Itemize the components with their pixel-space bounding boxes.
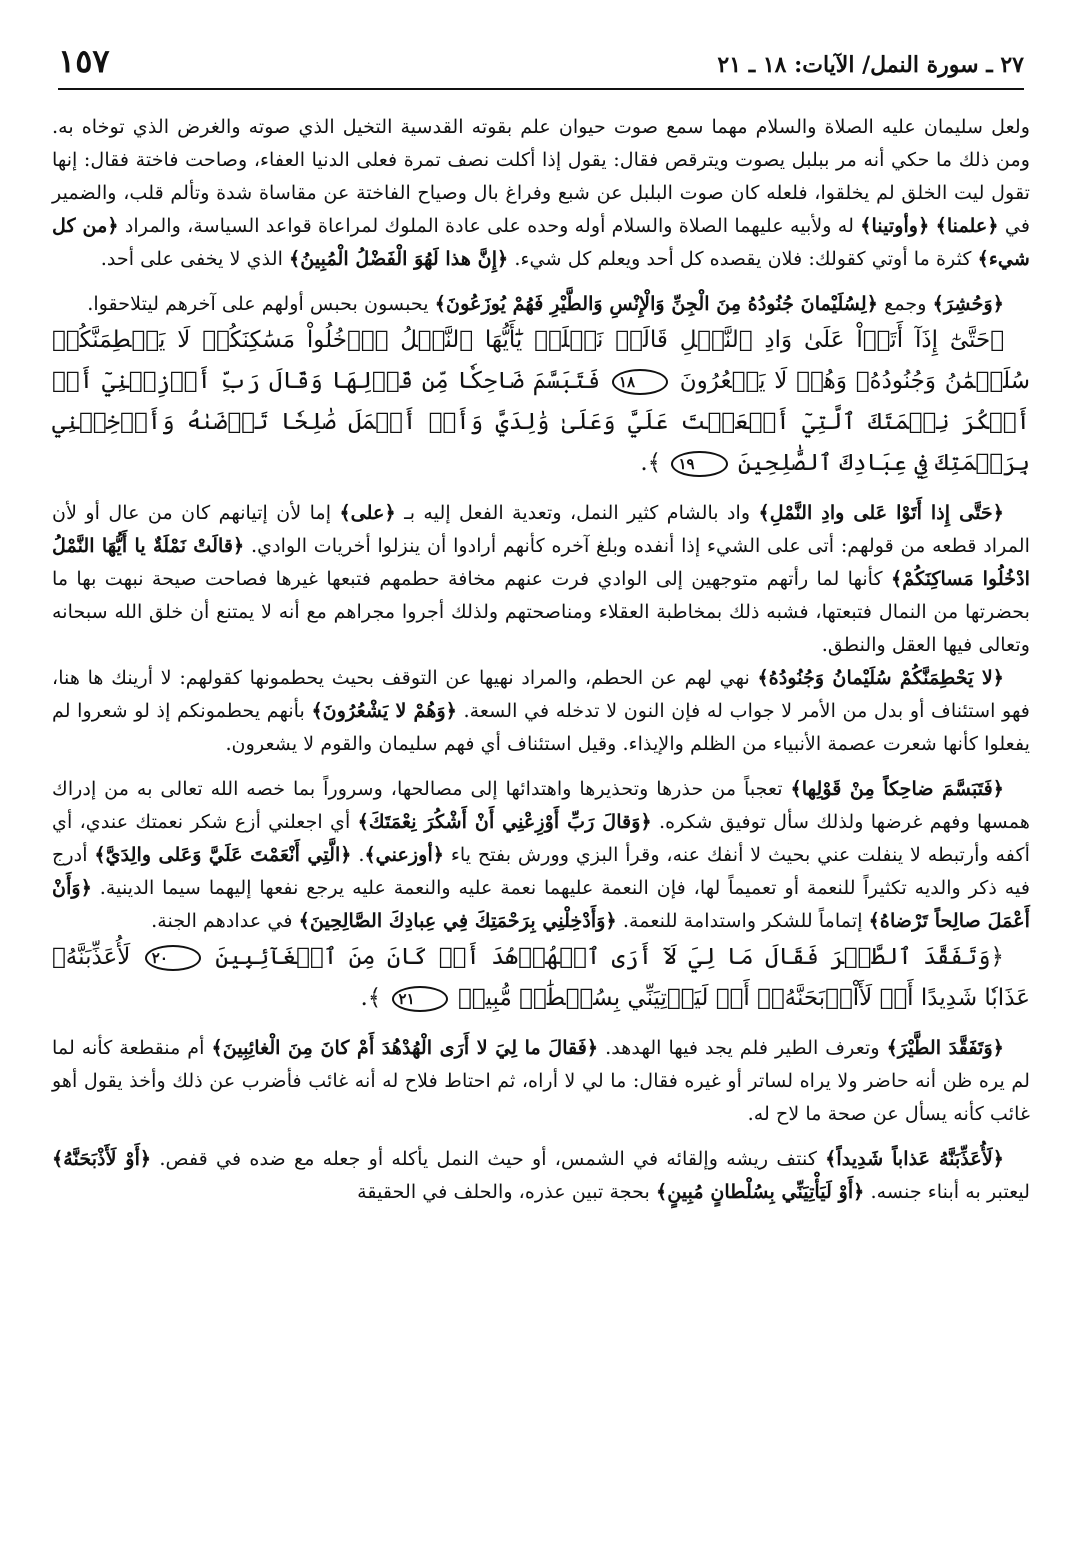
quran-quote: ﴿فَتَبَسَّمَ ضاحِكاً مِنْ قَوْلِها﴾ bbox=[790, 777, 1004, 800]
quran-quote: ﴿أَوْ لَأَذْبَحَنَّهُ﴾ bbox=[52, 1147, 152, 1170]
paragraph-6: ﴿وَتَفَقَّدَ الطَّيْرَ﴾ وتعرف الطير فلم يجد فيها الهدهد. ﴿فَقالَ ما لِيَ لا أَرَى الْهُدْهُدَ أَمْ كانَ مِنَ الْغائِبِينَ﴾ أم منقطعة كأنه لما لم يره ظن أنه حاضر ولا يراه لساتر أو غيره فقال: ما لي لا أراه، ثم احتاط فلاح له أنه غائب فأضرب عن ذلك وأخذ يقول أهو غائب كأنه يسأل عن صحة ما لاح له. bbox=[52, 1036, 1030, 1125]
quran-quote: ﴿أَوْ لَيَأْتِيَنِّي بِسُلْطانٍ مُبِينٍ﴾ bbox=[655, 1180, 865, 1203]
quran-quote: ﴿فَقالَ ما لِيَ لا أَرَى الْهُدْهُدَ أَمْ كانَ مِنَ الْغائِبِينَ﴾ bbox=[211, 1036, 599, 1059]
quran-quote: ﴿على﴾ bbox=[339, 501, 396, 524]
ayah-number-21: ٢١ bbox=[392, 986, 448, 1012]
quran-quote: ﴿وَتَفَقَّدَ الطَّيْرَ﴾ bbox=[886, 1036, 1004, 1059]
quran-quote: ﴿وَحُشِرَ﴾ bbox=[932, 292, 1004, 315]
quran-quote: ﴿من كل شيء﴾ bbox=[52, 214, 1030, 270]
quran-quote: ﴿حَتَّى إِذا أَتَوْا عَلى وادِ النَّمْلِ﴾ bbox=[758, 501, 1004, 524]
page-number: ١٥٧ bbox=[58, 42, 110, 80]
quran-quote: ﴿إِنَّ هذا لَهُوَ الْفَضْلُ الْمُبِينُ﴾ bbox=[289, 247, 509, 270]
paragraph-3: ﴿حَتَّى إِذا أَتَوْا عَلى وادِ النَّمْلِ﴾ واد بالشام كثير النمل، وتعدية الفعل إليه بـ ﴿على﴾ إما لأن إتيانهم كان من عال أو لأن المراد قطعه من قولهم: أتى على الشيء إذا أنفده وبلغ آخره كأنهم أرادوا أن ينزلوا أخريات الوادي. ﴿قالَتْ نَمْلَةٌ يا أَيُّهَا النَّمْلُ ادْخُلُوا مَساكِنَكُمْ﴾ كأنها لما رأتهم متوجهين إلى الوادي فرت عنهم مخافة حطمهم فتبعها غيرها فصاحت صيحة نبهت بها ما بحضرتها من النمال فتبعتها، فشبه ذلك بمخاطبة العقلاء ومناصحتهم ولذلك أجروا مجراهم مع أنه لا يمتنع أن خلق الله سبحانه وتعالى فيها العقل والنطق. bbox=[52, 501, 1030, 656]
paragraph-7: ﴿لَأُعَذِّبَنَّهُ عَذاباً شَدِيداً﴾ كنتف ريشه وإلقائه في الشمس، أو حيث النمل يأكله أو جعله مع ضده في قفص. ﴿أَوْ لَأَذْبَحَنَّهُ﴾ ليعتبر به أبناء جنسه. ﴿أَوْ لَيَأْتِيَنِّي بِسُلْطانٍ مُبِينٍ﴾ بحجة تبين عذره، والحلف في الحقيقة bbox=[52, 1147, 1030, 1203]
paragraph-4: ﴿لا يَحْطِمَنَّكُمْ سُلَيْمانُ وَجُنُودُهُ﴾ نهي لهم عن الحطم، والمراد نهيها عن التوقف بحيث يحطمونها كقولهم: لا أرينك ها هنا، فهو استئناف أو بدل من الأمر لا جواب له فإن النون لا تدخله في السعة. ﴿وَهُمْ لا يَشْعُرُونَ﴾ بأنهم يحطمونكم إذ لو شعروا لم يفعلوا كأنها شعرت عصمة الأنبياء من الظلم والإيذاء. وقيل استئناف أي فهم سليمان والقوم لا يشعرون. bbox=[52, 666, 1030, 755]
ayah-number-18: ١٨ bbox=[612, 369, 668, 395]
page-header bbox=[58, 38, 1024, 90]
ayah-number-20: ٢٠ bbox=[145, 945, 201, 971]
verse-block-20-21: ﴿وَتَفَقَّدَ ٱلطَّيۡرَ فَقَالَ مَا لِيَ لَآ أَرَى ٱلۡهُدۡهُدَ أَمۡ كَانَ مِنَ ٱلۡغَآئِبِينَ ٢٠ لَأُعَذِّبَنَّهُۥ عَذَابٗا شَدِيدًا أَوۡ لَأَاْذۡبَحَنَّهُۥٓ أَوۡ لَيَأۡتِيَنِّي بِسُلۡطَٰنٖ مُّبِينٖ ٢١ ﴾. bbox=[52, 944, 1030, 1011]
quran-quote: ﴿أوزعني﴾ bbox=[364, 843, 445, 866]
paragraph-1: ولعل سليمان عليه الصلاة والسلام مهما سمع صوت حيوان علم بقوته القدسية التخيل الذي صوته والغرض الذي توخاه به. ومن ذلك ما حكي أنه مر ببلبل يصوت ويترقص فقال: يقول إذا أكلت نصف تمرة فعلى الدنيا العفاء، وصاحت فاختة فقال: إنها تقول ليت الخلق لم يخلقوا، فلعله كان صوت البلبل عن شبع وفراغ بال وصياح الفاختة عن مقاساة شدة وتألم قلب، والضمير في ﴿علمنا﴾ ﴿وأوتينا﴾ له ولأبيه عليهما الصلاة والسلام أوله وحده على عادة الملوك لمراعاة قواعد السياسة، والمراد ﴿من كل شيء﴾ كثرة ما أوتي كقولك: فلان يقصده كل أحد ويعلم كل شيء. ﴿إِنَّ هذا لَهُوَ الْفَضْلُ الْمُبِينُ﴾ الذي لا يخفى على أحد. bbox=[52, 115, 1031, 270]
quran-quote: ﴿لَأُعَذِّبَنَّهُ عَذاباً شَدِيداً﴾ bbox=[825, 1147, 1005, 1170]
quran-quote: ﴿لِسُلَيْمانَ جُنُودُهُ مِنَ الْجِنِّ وَالْإِنْسِ وَالطَّيْرِ فَهُمْ يُوزَعُونَ﴾ bbox=[434, 292, 879, 315]
ayah-number-19: ١٩ bbox=[671, 451, 727, 477]
quran-quote: ﴿علمنا﴾ bbox=[935, 214, 999, 237]
quran-quote: ﴿وَقالَ رَبِّ أَوْزِعْنِي أَنْ أَشْكُرَ نِعْمَتَكَ﴾ bbox=[357, 810, 652, 833]
quran-quote: ﴿وأوتينا﴾ bbox=[860, 214, 930, 237]
verse-19: فَتَبَسَّمَ ضَاحِكٗا مِّن قَوۡلِهَا وَقَالَ رَبِّ أَوۡزِعۡنِيٓ أَنۡ أَشۡكُرَ نِعۡمَتَكَ ٱلَّتِيٓ أَنۡعَمۡتَ عَلَيَّ وَعَلَىٰ وَٰلِدَيَّ وَأَنۡ أَعۡمَلَ صَٰلِحٗا تَرۡضَىٰهُ وَأَدۡخِلۡنِي بِرَحۡمَتِكَ فِي عِبَادِكَ ٱلصَّٰلِحِينَ bbox=[52, 368, 1030, 476]
quran-quote: ﴿وَأَنْ أَعْمَلَ صالِحاً تَرْضاهُ﴾ bbox=[52, 876, 1030, 932]
quran-quote: ﴿وَأَدْخِلْنِي بِرَحْمَتِكَ فِي عِبادِكَ الصَّالِحِينَ﴾ bbox=[298, 909, 617, 932]
running-head: ٢٧ ـ سورة النمل/ الآيات: ١٨ ـ ٢١ bbox=[717, 52, 1024, 78]
quran-quote: ﴿وَهُمْ لا يَشْعُرُونَ﴾ bbox=[311, 699, 457, 722]
quran-quote: ﴿الَّتِي أَنْعَمْتَ عَلَيَّ وَعَلى والِدَيَّ﴾ bbox=[94, 843, 352, 866]
verse-block-18-19: ﴿حَتَّىٰٓ إِذَآ أَتَوۡاْ عَلَىٰ وَادِ ٱلنَّمۡلِ قَالَتۡ نَمۡلَةٞ يَٰٓأَيُّهَا ٱلنَّمۡلُ ٱدۡخُلُواْ مَسَٰكِنَكُمۡ لَا يَحۡطِمَنَّكُمۡ سُلَيۡمَٰنُ وَجُنُودُهُۥ وَهُمۡ لَا يَشۡعُرُونَ ١٨ فَتَبَسَّمَ ضَاحِكٗا مِّن قَوۡلِهَا وَقَالَ رَبِّ أَوۡزِعۡنِيٓ أَنۡ أَشۡكُرَ نِعۡمَتَكَ ٱلَّتِيٓ أَنۡعَمۡتَ عَلَيَّ وَعَلَىٰ وَٰلِدَيَّ وَأَنۡ أَعۡمَلَ صَٰلِحٗا تَرۡضَىٰهُ وَأَدۡخِلۡنِي بِرَحۡمَتِكَ فِي عِبَادِكَ ٱلصَّٰلِحِينَ ١٩ ﴾. bbox=[52, 327, 1031, 476]
verse-20: ﴿وَتَفَقَّدَ ٱلطَّيۡرَ فَقَالَ مَا لِيَ لَآ أَرَى ٱلۡهُدۡهُدَ أَمۡ كَانَ مِنَ ٱلۡغَآئِبِينَ bbox=[215, 944, 1004, 970]
quran-quote: ﴿لا يَحْطِمَنَّكُمْ سُلَيْمانُ وَجُنُودُهُ﴾ bbox=[757, 666, 1005, 689]
page-body bbox=[52, 110, 1030, 1208]
paragraph-2: ﴿وَحُشِرَ﴾ وجمع ﴿لِسُلَيْمانَ جُنُودُهُ مِنَ الْجِنِّ وَالْإِنْسِ وَالطَّيْرِ فَهُمْ يُوزَعُونَ﴾ يحبسون بحبس أولهم على آخرهم ليتلاحقوا. bbox=[87, 292, 1004, 315]
quran-quote: ﴿قالَتْ نَمْلَةٌ يا أَيُّهَا النَّمْلُ ادْخُلُوا مَساكِنَكُمْ﴾ bbox=[52, 534, 1030, 590]
verse-21: لَأُعَذِّبَنَّهُۥ عَذَابٗا شَدِيدًا أَوۡ لَأَاْذۡبَحَنَّهُۥٓ أَوۡ لَيَأۡتِيَنِّي بِسُلۡطَٰنٖ مُّبِينٖ bbox=[52, 944, 1030, 1011]
verse-18: ﴿حَتَّىٰٓ إِذَآ أَتَوۡاْ عَلَىٰ وَادِ ٱلنَّمۡلِ قَالَتۡ نَمۡلَةٞ يَٰٓأَيُّهَا ٱلنَّمۡلُ ٱدۡخُلُواْ مَسَٰكِنَكُمۡ لَا يَحۡطِمَنَّكُمۡ سُلَيۡمَٰنُ وَجُنُودُهُۥ وَهُمۡ لَا يَشۡعُرُونَ bbox=[52, 327, 1031, 394]
paragraph-5: ﴿فَتَبَسَّمَ ضاحِكاً مِنْ قَوْلِها﴾ تعجباً من حذرها وتحذيرها واهتدائها إلى مصالحها، وسروراً بما خصه الله تعالى به من إدراك همسها وفهم غرضها ولذلك سأل توفيق شكره. ﴿وَقالَ رَبِّ أَوْزِعْنِي أَنْ أَشْكُرَ نِعْمَتَكَ﴾ أي اجعلني أزع شكر نعمتك عندي، أي أكفه وأرتبطه لا ينفلت عني بحيث لا أنفك عنه، وقرأ البزي وورش بفتح ياء ﴿أوزعني﴾. ﴿الَّتِي أَنْعَمْتَ عَلَيَّ وَعَلى والِدَيَّ﴾ أدرج فيه ذكر والديه تكثيراً للنعمة أو تعميماً لها، فإن النعمة عليهما نعمة عليه والنعمة عليه يرجع نفعها إليهما سيما الدينية. ﴿وَأَنْ أَعْمَلَ صالِحاً تَرْضاهُ﴾ إتماماً للشكر واستدامة للنعمة. ﴿وَأَدْخِلْنِي بِرَحْمَتِكَ فِي عِبادِكَ الصَّالِحِينَ﴾ في عدادهم الجنة. bbox=[52, 777, 1031, 932]
